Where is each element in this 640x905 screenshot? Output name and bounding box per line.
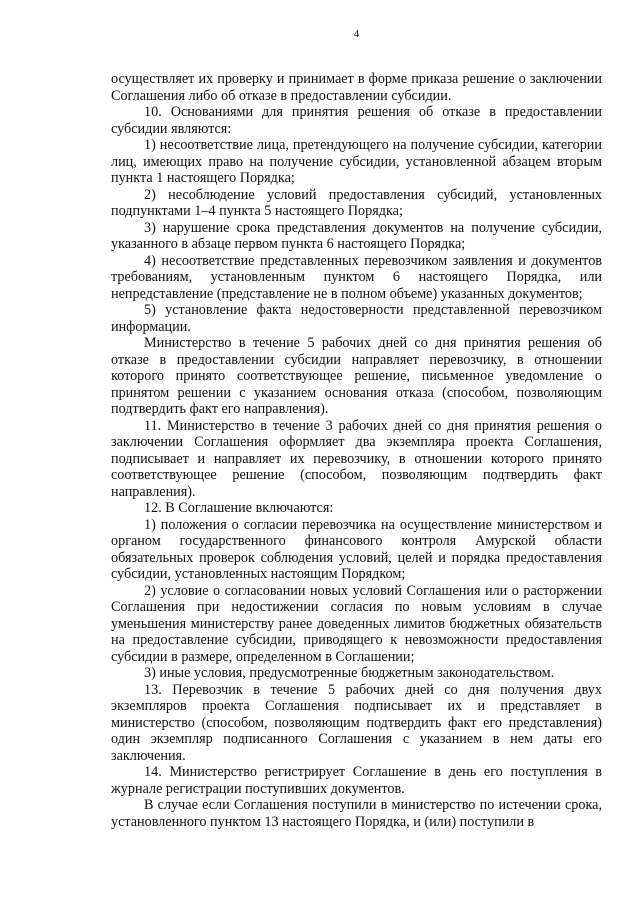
paragraph-subitem-12-3: 3) иные условия, предусмотренные бюджетным законодательством. (144, 665, 555, 681)
paragraph-subitem-12-1: 1) положения о согласии перевозчика на осуществление министерством и органом государственного финансового контроля Амурской области обязательных проверок соблюдения условий, целей и порядка предоставления субсидии, установленных настоящим Порядком; (111, 516, 602, 582)
paragraph-item-11: 11. Министерство в течение 3 рабочих дней со дня принятия решения о заключении Соглашения оформляет два экземпляра проекта Соглашения, подписывает и направляет их перевозчику, в отношении которого принято соответствующее решение (способом, позволяющим подтвердить факт направления). (111, 417, 602, 500)
paragraph-item-10: 10. Основаниями для принятия решения об отказе в предоставлении субсидии являются: (111, 104, 602, 137)
paragraph-item-14: 14. Министерство регистрирует Соглашение в день его поступления в журнале регистрации поступивших документов. (111, 764, 602, 797)
paragraph-item-14-continuation: В случае если Соглашения поступили в министерство по истечении срока, установленного пунктом 13 настоящего Порядка, и (или) поступили в (111, 797, 602, 830)
paragraph-subitem-10-1: 1) несоответствие лица, претендующего на получение субсидии, категории лиц, имеющих право на получение субсидии, установленной абзацем вторым пункта 1 настоящего Порядка; (111, 137, 602, 186)
paragraph-ministry-notice: Министерство в течение 5 рабочих дней со дня принятия решения об отказе в предоставлении субсидии направляет перевозчику, в отношении которого принято соответствующее решение, письменное уведомление о принятом решении с указанием основания отказа (способом, позволяющим подтвердить факт его направления). (111, 335, 602, 417)
paragraph-item-13: 13. Перевозчик в течение 5 рабочих дней со дня получения двух экземпляров проекта Соглашения подписывает их и представляет в министерство (способом, позволяющим подтвердить факт его представления) один экземпляр подписанного Соглашения с указанием в нем даты его заключения. (111, 681, 602, 764)
paragraph-continuation: осуществляет их проверку и принимает в форме приказа решение о заключении Соглашения либо об отказе в предоставлении субсидии. (111, 71, 602, 104)
paragraph-subitem-10-5: 5) установление факта недостоверности представленной перевозчиком информации. (111, 302, 602, 335)
paragraph-subitem-10-4: 4) несоответствие представленных перевозчиком заявления и документов требованиям, установленным пунктом 6 настоящего Порядка, или непредставление (представление не в полном объеме) указанных документов; (111, 252, 602, 302)
page-number: 4 (353, 28, 360, 40)
paragraph-item-12: 12. В Соглашение включаются: (144, 500, 334, 516)
paragraph-subitem-10-3: 3) нарушение срока представления документов на получение субсидии, указанного в абзаце первом пункта 6 настоящего Порядка; (111, 219, 602, 252)
paragraph-subitem-12-2: 2) условие о согласовании новых условий Соглашения или о расторжении Соглашения при недостижении согласия по новым условиям в случае уменьшения министерству ранее доведенных лимитов бюджетных обязательств на предоставление субсидии, приводящего к невозможности предоставления субсидии в размере, определенном в Соглашении; (111, 582, 602, 665)
document-body (111, 71, 602, 830)
paragraph-subitem-10-2: 2) несоблюдение условий предоставления субсидий, установленных подпунктами 1–4 пункта 5 настоящего Порядка; (111, 186, 602, 219)
